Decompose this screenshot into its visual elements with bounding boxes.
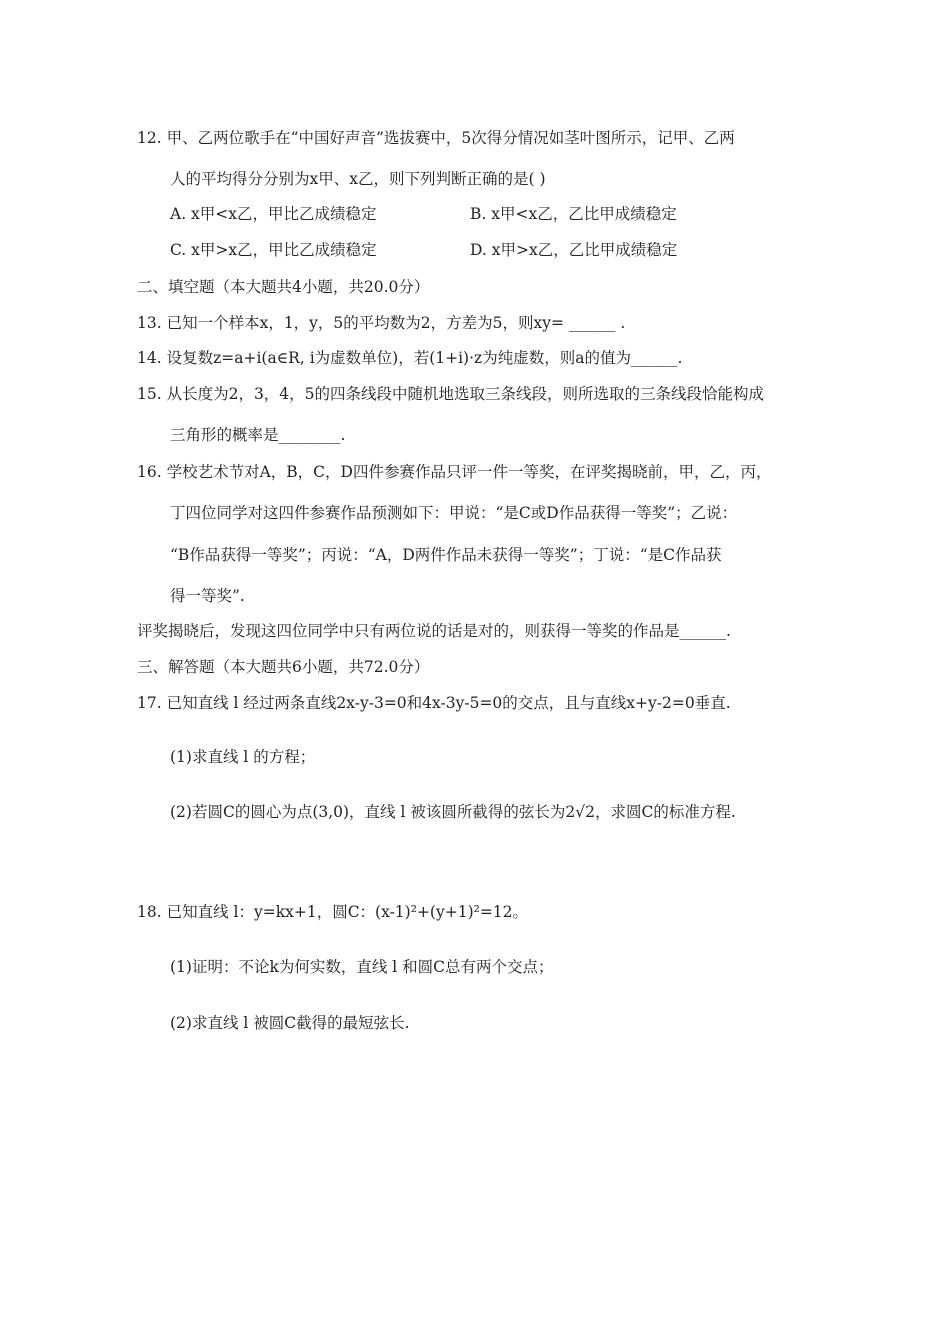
section-fill-in: 二、填空题（本大题共4小题，共20.0分） (137, 278, 430, 296)
q12-option-d: D. x甲>x乙，乙比甲成绩稳定 (470, 241, 678, 259)
q16-line1: 16. 学校艺术节对A，B，C，D四件参赛作品只评一件一等奖，在评奖揭晓前，甲，乙，丙， (137, 463, 772, 481)
section-solutions: 三、解答题（本大题共6小题，共72.0分） (137, 658, 430, 676)
q12-option-b: B. x甲<x乙，乙比甲成绩稳定 (470, 205, 677, 223)
q16-line4: 得一等奖”. (170, 587, 245, 605)
q13: 13. 已知一个样本x，1，y，5的平均数为2，方差为5，则xy= ______ . (137, 314, 626, 332)
q12-line1: 12. 甲、乙两位歌手在“中国好声音”选拔赛中，5次得分情况如茎叶图所示，记甲、乙两 (137, 129, 735, 147)
q15-line1: 15. 从长度为2，3，4，5的四条线段中随机地选取三条线段，则所选取的三条线段恰能构成 (137, 385, 765, 403)
q16-line5: 评奖揭晓后，发现这四位同学中只有两位说的话是对的，则获得一等奖的作品是______. (137, 622, 731, 640)
q17-part2: (2)若圆C的圆心为点(3,0)，直线 l 被该圆所截得的弦长为2√2，求圆C的标准方程. (170, 803, 736, 821)
q18-part1: (1)证明：不论k为何实数，直线 l 和圆C总有两个交点； (170, 958, 554, 976)
q12-option-c: C. x甲>x乙，甲比乙成绩稳定 (170, 241, 377, 259)
q16-line3: “B作品获得一等奖”；丙说：“A，D两件作品未获得一等奖”；丁说：“是C作品获 (170, 546, 722, 564)
q18-line1: 18. 已知直线 l：y=kx+1，圆C：(x-1)²+(y+1)²=12。 (137, 903, 529, 921)
q17-line1: 17. 已知直线 l 经过两条直线2x-y-3=0和4x-3y-5=0的交点，且与直线x+y-2=0垂直. (137, 694, 731, 712)
q18-part2: (2)求直线 l 被圆C截得的最短弦长. (170, 1014, 410, 1032)
q14: 14. 设复数z=a+i(a∈R, i为虚数单位)，若(1+i)·z为纯虚数，则a的值为______. (137, 349, 683, 367)
q12-line2: 人的平均得分分别为x甲、x乙，则下列判断正确的是( ) (170, 170, 546, 188)
q17-part1: (1)求直线 l 的方程； (170, 748, 316, 766)
q12-option-a: A. x甲<x乙，甲比乙成绩稳定 (170, 205, 377, 223)
q15-line2: 三角形的概率是________. (170, 426, 346, 444)
q16-line2: 丁四位同学对这四件参赛作品预测如下：甲说：“是C或D作品获得一等奖”；乙说： (170, 504, 738, 522)
